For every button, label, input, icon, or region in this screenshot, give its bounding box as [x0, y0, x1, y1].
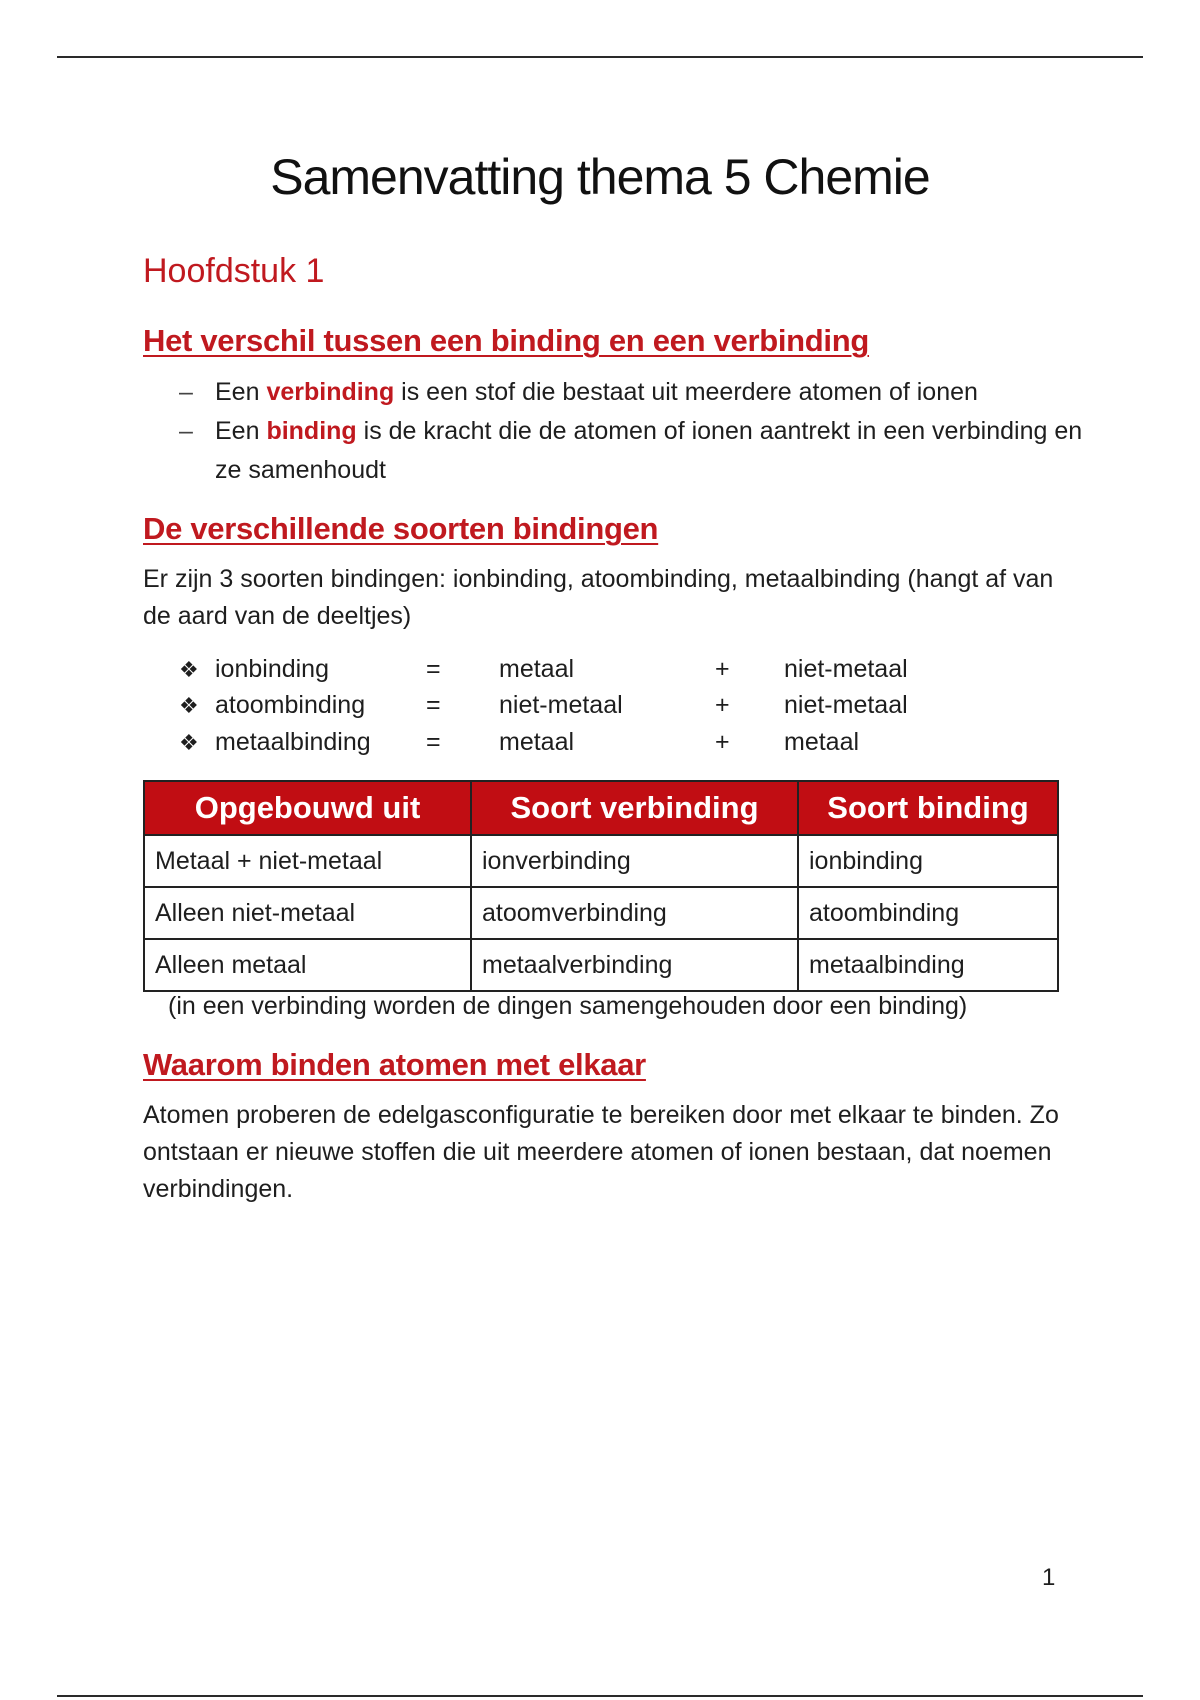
plus-sign: +: [715, 728, 730, 756]
dash-bullet: –: [179, 378, 193, 406]
chapter-heading: Hoofdstuk 1: [143, 252, 325, 290]
section-heading-soorten: De verschillende soorten bindingen: [143, 511, 659, 546]
formula-left: metaal: [499, 655, 575, 683]
item-prefix: Een: [215, 378, 267, 406]
table-cell: atoombinding: [798, 887, 1058, 939]
bond-types-table: [143, 780, 1059, 992]
table-header-row: [144, 781, 1058, 835]
definition-list: [143, 373, 1093, 490]
intro-paragraph: Er zijn 3 soorten bindingen: ionbinding, atoombinding, metaalbinding (hangt af van de aard van de deeltjes): [143, 565, 1054, 630]
table-header-cell: Opgebouwd uit: [144, 781, 471, 835]
table-cell: Metaal + niet-metaal: [144, 835, 471, 887]
equals-sign: =: [426, 655, 441, 683]
list-item: [143, 412, 1093, 490]
table-row: [144, 835, 1058, 887]
table-row: [144, 939, 1058, 991]
dash-bullet: –: [179, 417, 193, 445]
diamond-bullet-icon: ❖: [179, 730, 199, 755]
explanation-paragraph: Atomen proberen de edelgasconfiguratie te bereiken door met elkaar te binden. Zo ontstaan er nieuwe stoffen die uit meerdere atomen of ionen bestaan, dat noemen verbindingen.: [143, 1101, 1059, 1203]
equals-sign: =: [426, 691, 441, 719]
formula-row: [143, 691, 1043, 727]
formula-term: atoombinding: [215, 691, 366, 719]
list-item: [143, 373, 1093, 412]
table-caption: (in een verbinding worden de dingen samengehouden door een binding): [168, 992, 968, 1020]
section-heading-verschil: Het verschil tussen een binding en een verbinding: [143, 323, 870, 358]
diamond-bullet-icon: ❖: [179, 693, 199, 718]
table-cell: metaalbinding: [798, 939, 1058, 991]
formula-left: metaal: [499, 728, 575, 756]
table-header-cell: Soort binding: [798, 781, 1058, 835]
plus-sign: +: [715, 655, 730, 683]
formula-term: ionbinding: [215, 655, 329, 683]
table-cell: ionbinding: [798, 835, 1058, 887]
page-number: 1: [1042, 1564, 1056, 1591]
table-cell: metaalverbinding: [471, 939, 798, 991]
table-header-cell: Soort verbinding: [471, 781, 798, 835]
table-cell: atoomverbinding: [471, 887, 798, 939]
top-rule: [57, 56, 1143, 58]
page-title: Samenvatting thema 5 Chemie: [270, 149, 930, 205]
item-text: is een stof die bestaat uit meerdere atomen of ionen: [394, 378, 978, 406]
diamond-bullet-icon: ❖: [179, 657, 199, 682]
section-heading-waarom: Waarom binden atomen met elkaar: [143, 1047, 646, 1082]
highlight-term: verbinding: [266, 378, 395, 406]
table-cell: ionverbinding: [471, 835, 798, 887]
item-prefix: Een: [215, 417, 267, 445]
table-row: [144, 887, 1058, 939]
plus-sign: +: [715, 691, 730, 719]
formula-right: niet-metaal: [784, 655, 908, 683]
formula-term: metaalbinding: [215, 728, 371, 756]
highlight-term: binding: [266, 417, 357, 445]
formula-row: [143, 655, 1043, 691]
formula-right: metaal: [784, 728, 860, 756]
formula-right: niet-metaal: [784, 691, 908, 719]
table-cell: Alleen niet-metaal: [144, 887, 471, 939]
equals-sign: =: [426, 728, 441, 756]
formula-left: niet-metaal: [499, 691, 623, 719]
formula-row: [143, 728, 1043, 764]
bottom-rule: [57, 1695, 1143, 1697]
table-cell: Alleen metaal: [144, 939, 471, 991]
item-text: is de kracht die de atomen of ionen aantrekt in een verbinding en ze samenhoudt: [215, 417, 1083, 484]
